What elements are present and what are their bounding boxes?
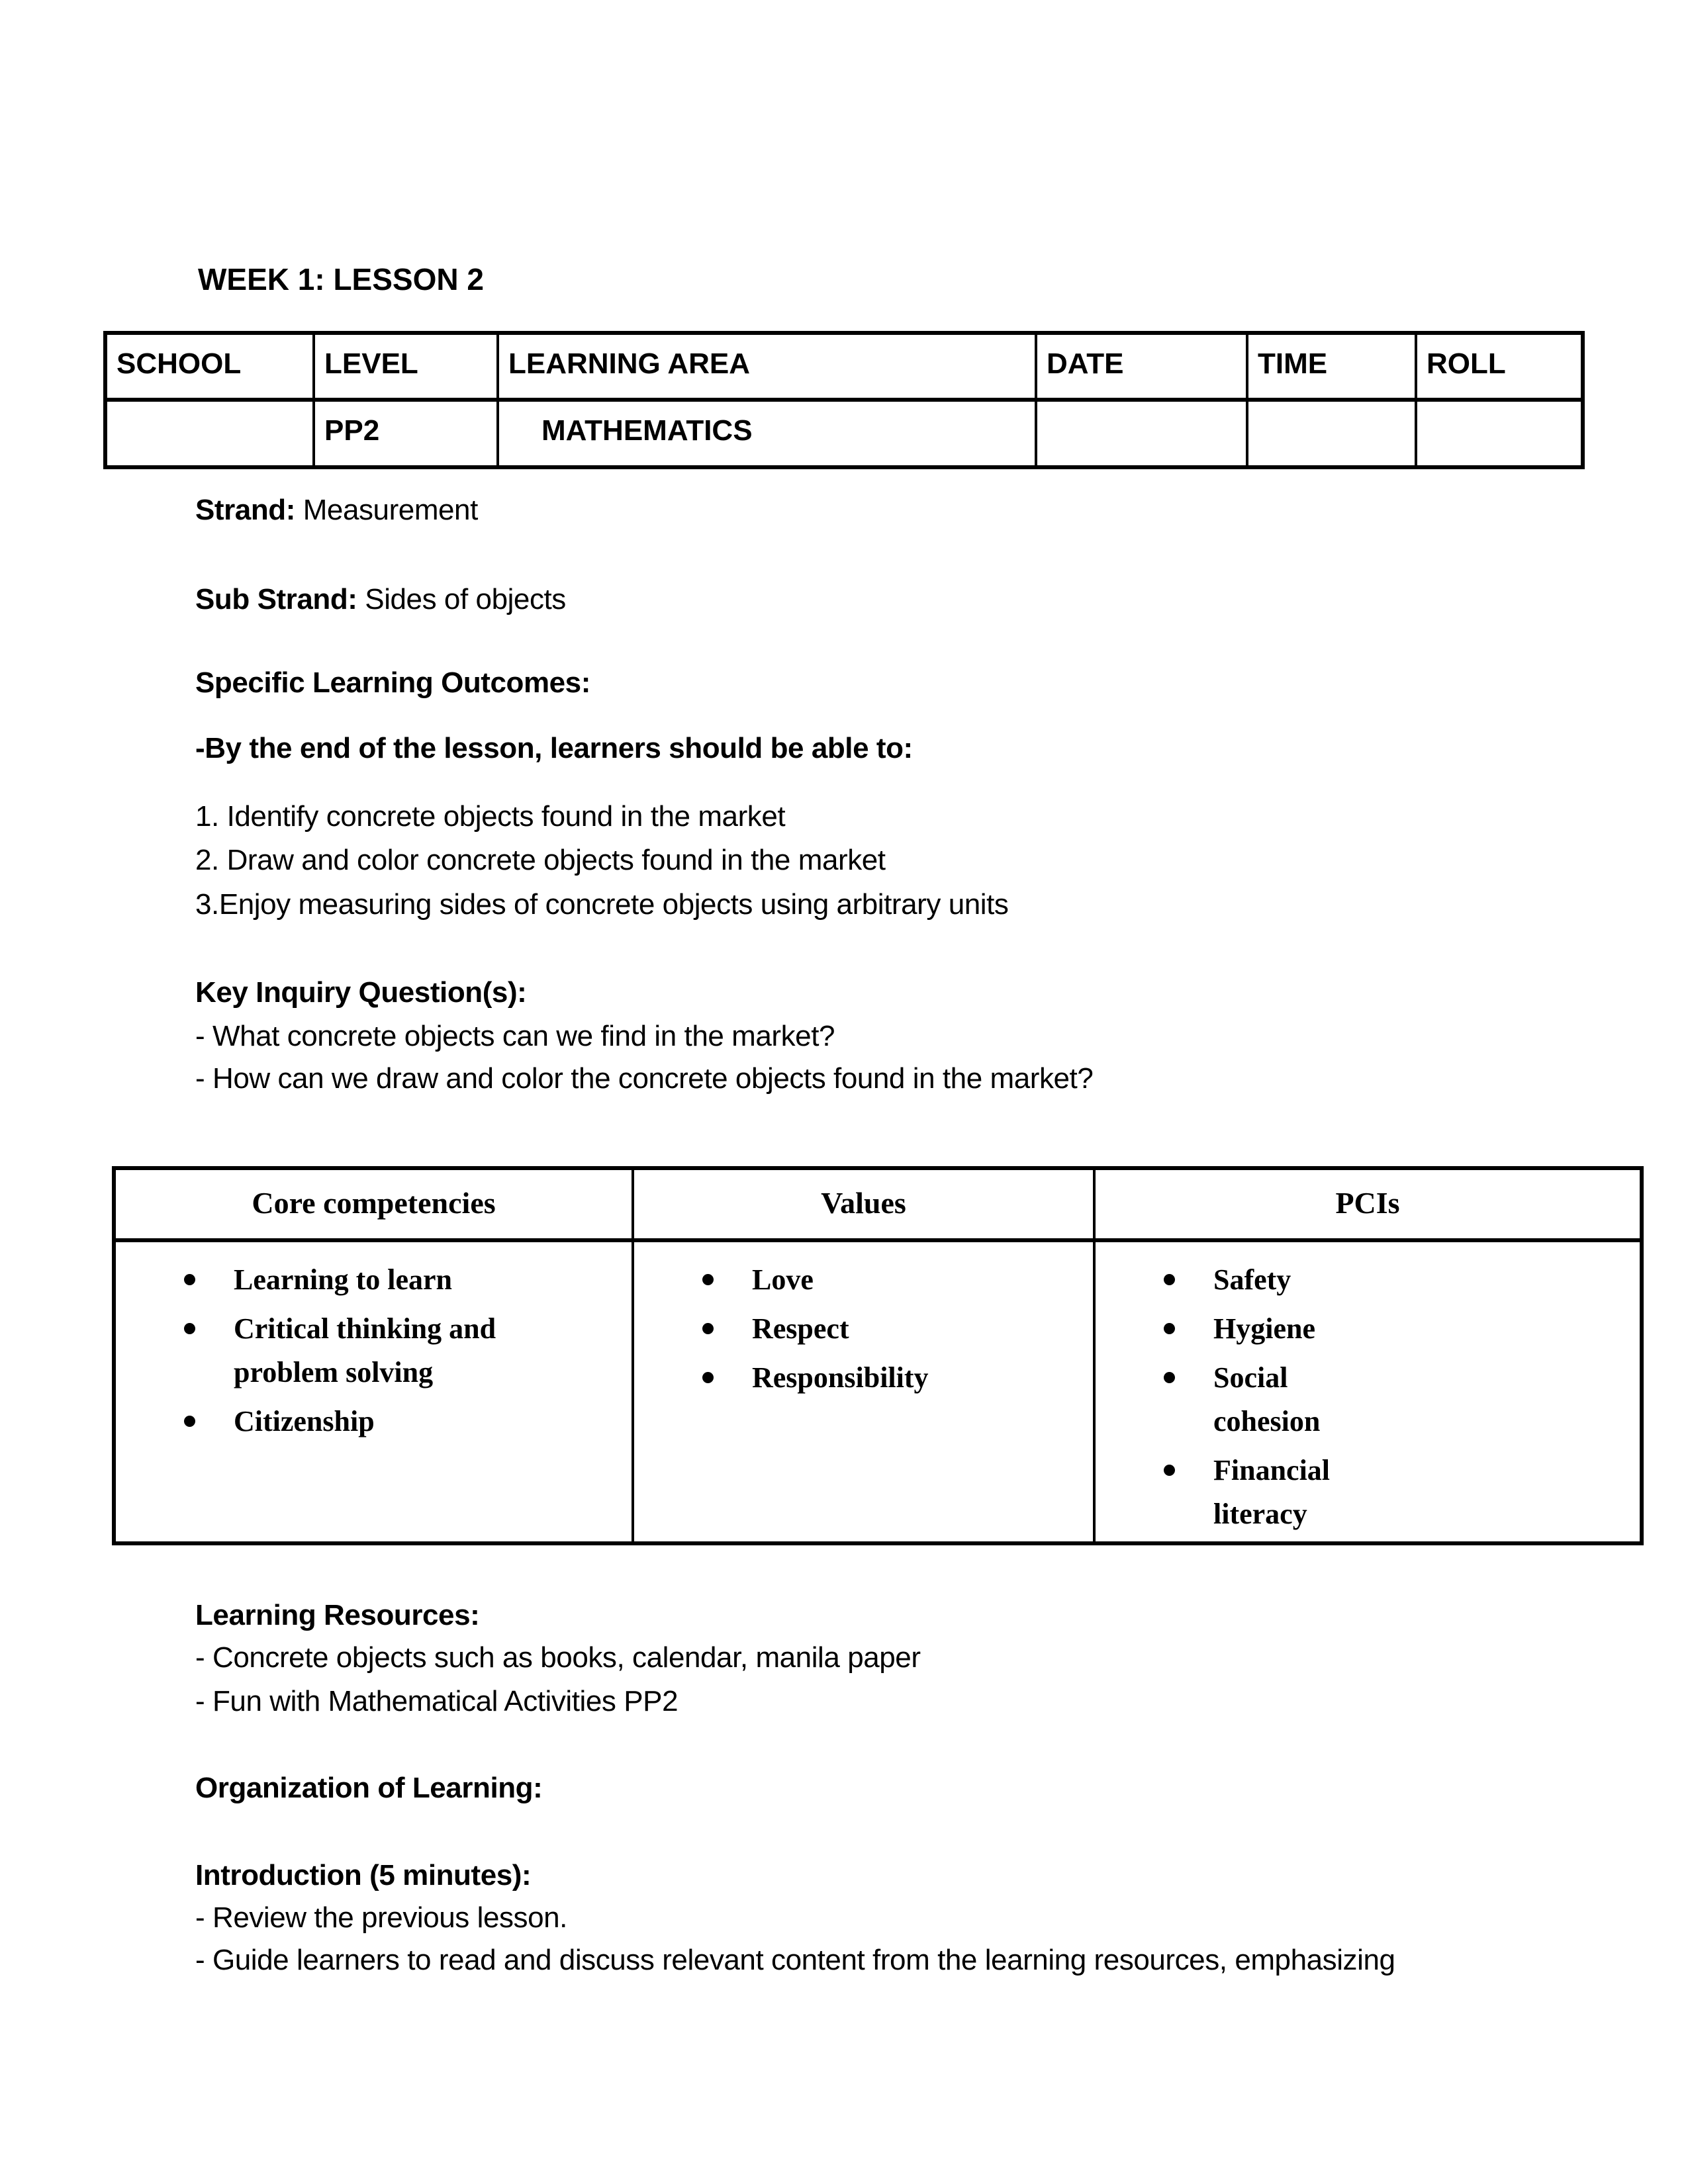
list-item: Social cohesion — [1096, 1356, 1385, 1443]
introduction-item-1: - Review the previous lesson. — [195, 1901, 567, 1934]
sub-strand-line — [195, 578, 1595, 621]
value-cell-time — [1247, 400, 1416, 467]
info-table — [103, 331, 1585, 469]
header-cell-pcis: PCIs — [1094, 1168, 1642, 1240]
value-cell-roll — [1416, 400, 1583, 467]
key-inquiry-question-1: - What concrete objects can we find in the market? — [195, 1020, 835, 1052]
competency-table — [112, 1166, 1644, 1545]
learning-resources-heading: Learning Resources: — [195, 1599, 480, 1631]
core-competencies-list — [116, 1258, 625, 1443]
header-cell-learning-area: LEARNING AREA — [498, 333, 1036, 400]
sub-strand-value: Sides of objects — [357, 583, 566, 615]
list-item: Critical thinking and problem solving — [116, 1307, 512, 1394]
outcome-item-3: 3.Enjoy measuring sides of concrete objects using arbitrary units — [195, 888, 1009, 921]
list-item: Hygiene — [1096, 1307, 1385, 1351]
learning-resource-item-2: - Fun with Mathematical Activities PP2 — [195, 1685, 679, 1717]
list-item: Responsibility — [634, 1356, 1030, 1400]
outcomes-intro: -By the end of the lesson, learners should be able to: — [195, 732, 913, 764]
introduction-item-2: - Guide learners to read and discuss relevant content from the learning resources, emphasizing — [195, 1944, 1395, 1976]
value-cell-date — [1036, 400, 1247, 467]
pcis-cell — [1094, 1240, 1642, 1543]
value-cell-school — [105, 400, 314, 467]
value-cell-learning-area: MATHEMATICS — [498, 400, 1036, 467]
competency-table-header-row — [114, 1168, 1642, 1240]
header-cell-school: SCHOOL — [105, 333, 314, 400]
header-cell-time: TIME — [1247, 333, 1416, 400]
header-cell-core-competencies: Core competencies — [114, 1168, 633, 1240]
strand-label: Strand: — [195, 494, 295, 526]
info-table-data-row — [105, 400, 1583, 467]
header-cell-date: DATE — [1036, 333, 1247, 400]
list-item: Learning to learn — [116, 1258, 512, 1302]
info-table-header-row — [105, 333, 1583, 400]
pcis-list — [1096, 1258, 1633, 1536]
organization-heading: Organization of Learning: — [195, 1772, 543, 1804]
list-item: Love — [634, 1258, 1030, 1302]
list-item: Safety — [1096, 1258, 1385, 1302]
strand-line — [195, 489, 1595, 531]
list-item: Respect — [634, 1307, 1030, 1351]
strand-value: Measurement — [295, 494, 478, 526]
learning-resource-item-1: - Concrete objects such as books, calendar, manila paper — [195, 1641, 921, 1674]
outcome-item-2: 2. Draw and color concrete objects found in the market — [195, 844, 886, 876]
header-cell-level: LEVEL — [314, 333, 498, 400]
values-cell — [633, 1240, 1094, 1543]
outcome-item-1: 1. Identify concrete objects found in the market — [195, 800, 786, 833]
header-cell-values: Values — [633, 1168, 1094, 1240]
key-inquiry-heading: Key Inquiry Question(s): — [195, 976, 527, 1009]
introduction-heading: Introduction (5 minutes): — [195, 1859, 532, 1891]
list-item: Financial literacy — [1096, 1449, 1385, 1536]
page-title: WEEK 1: LESSON 2 — [198, 262, 484, 296]
sub-strand-label: Sub Strand: — [195, 583, 357, 615]
outcomes-heading: Specific Learning Outcomes: — [195, 666, 590, 699]
value-cell-level: PP2 — [314, 400, 498, 467]
values-list — [634, 1258, 1086, 1400]
core-competencies-cell — [114, 1240, 633, 1543]
key-inquiry-question-2: - How can we draw and color the concrete objects found in the market? — [195, 1062, 1094, 1095]
competency-table-body-row — [114, 1240, 1642, 1543]
header-cell-roll: ROLL — [1416, 333, 1583, 400]
list-item: Citizenship — [116, 1400, 512, 1443]
